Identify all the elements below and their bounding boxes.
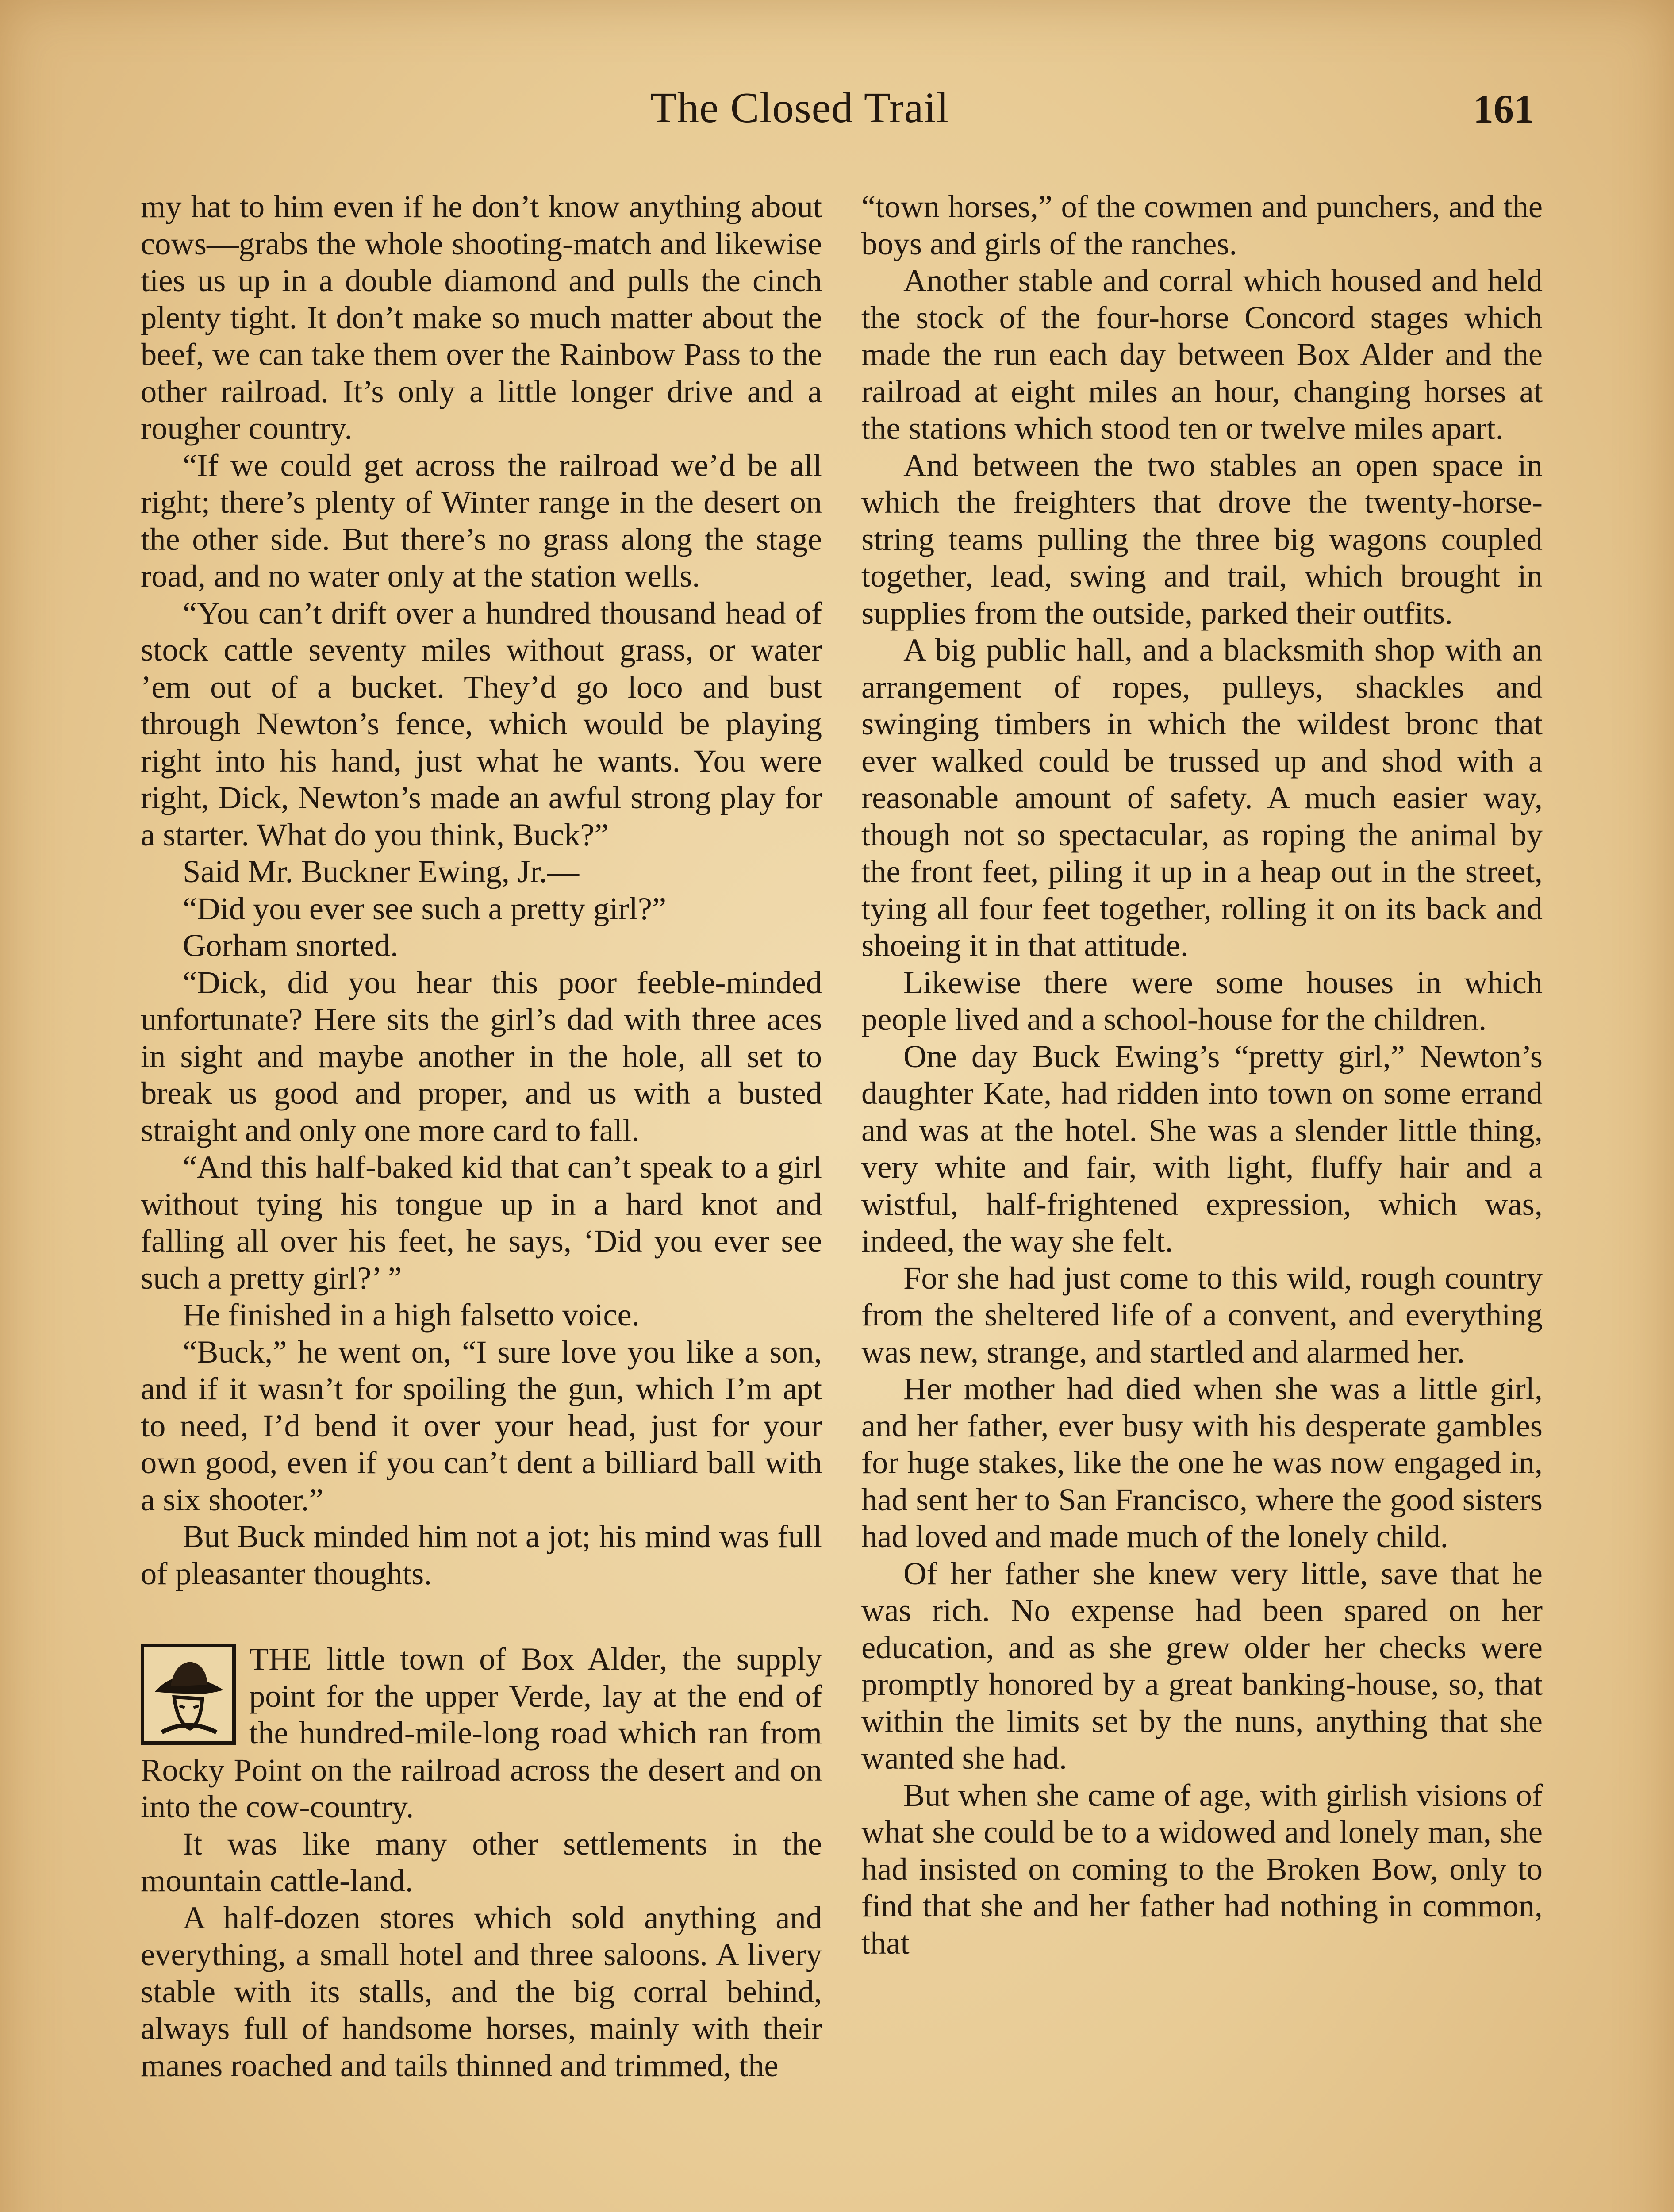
paragraph: “And this half-baked kid that can’t speak to a girl without tying his tongue up in a hard knot and falling all over his feet, he says, ‘Did you ever see such a pretty girl?’ ” xyxy=(141,1149,822,1296)
paragraph: Her mother had died when she was a little girl, and her father, ever busy with his desperate gambles for huge stakes, like the one he was now engaged in, had sent her to San Francisco, where the good sisters had loved and made much of the lonely child. xyxy=(861,1371,1543,1554)
paragraph: “Dick, did you hear this poor feeble-minded unfortunate? Here sits the girl’s dad with three aces in sight and maybe another in the hole, all set to break us good and proper, and us with a busted straight and only one more card to fall. xyxy=(141,964,822,1148)
paragraph: Another stable and corral which housed and held the stock of the four-horse Concord stages which made the run each day between Box Alder and the railroad at eight miles an hour, changing horses at the stations which stood ten or twelve miles apart. xyxy=(861,262,1543,446)
paragraph: “You can’t drift over a hundred thousand head of stock cattle seventy miles without grass, or water ’em out of a bucket. They’d go loco and bust through Newton’s fence, which would be playing right into his hand, just what he wants. You were right, Dick, Newton’s made an awful strong play for a starter. What do you think, Buck?” xyxy=(141,595,822,853)
section-break xyxy=(141,1592,822,1640)
paragraph: “Buck,” he went on, “I sure love you like a son, and if it wasn’t for spoiling the gun, which I’m apt to need, I’d bend it over your head, just for your own good, even if you can’t dent a billiard ball with a six shooter.” xyxy=(141,1333,822,1517)
opening-paragraph: THE little town of Box Alder, the supply point for the upper Verde, lay at the end of the hundred-mile-long road which ran from Rocky Point on the railroad across the desert and on into the cow-country. xyxy=(141,1641,822,1824)
paragraph: And between the two stables an open space in which the freighters that drove the twenty-horse-string teams pulling the three big wagons coupled together, lead, swing and trail, which brought in supplies from the outside, parked their outfits. xyxy=(861,447,1543,631)
paragraph: Of her father she knew very little, save that he was rich. No expense had been spared on her education, and as she grew older her checks were promptly honored by a great banking-house, so, that within the limits set by the nuns, anything that she wanted she had. xyxy=(861,1555,1543,1776)
right-column xyxy=(861,188,1543,1961)
paragraph: “If we could get across the railroad we’d be all right; there’s plenty of Winter range in the desert on the other side. But there’s no grass along the stage road, and no water only at the station wells. xyxy=(141,447,822,594)
dropcap-illustration xyxy=(141,1644,236,1745)
left-column xyxy=(141,188,822,2084)
paragraph: Gorham snorted. xyxy=(183,927,399,963)
paragraph: But Buck minded him not a jot; his mind was full of pleasanter thoughts. xyxy=(141,1518,822,1591)
paragraph: It was like many other settlements in the mountain cattle-land. xyxy=(141,1825,822,1898)
paragraph: Likewise there were some houses in which people lived and a school-house for the children. xyxy=(861,964,1543,1037)
paragraph: A half-dozen stores which sold anything and everything, a small hotel and three saloons. A livery stable with its stalls, and the big corral behind, always full of handsome horses, mainly with their manes roached and tails thinned and trimmed, the xyxy=(141,1899,822,2083)
paragraph: “Did you ever see such a pretty girl?” xyxy=(183,890,667,926)
paragraph: “town horses,” of the cowmen and punchers, and the boys and girls of the ranches. xyxy=(861,188,1543,261)
cowboy-hat-icon xyxy=(144,1647,232,1741)
paragraph: Said Mr. Buckner Ewing, Jr.— xyxy=(183,853,580,889)
page-number: 161 xyxy=(1473,86,1534,131)
running-title: The Closed Trail xyxy=(650,84,949,132)
paragraph: A big public hall, and a blacksmith shop with an arrangement of ropes, pulleys, shackles and swinging timbers in which the wildest bronc that ever walked could be trussed up and shod with a reasonable amount of safety. A much easier way, though not so spectacular, as roping the animal by the front feet, piling it up in a heap out in the street, tying all four feet together, rolling it on its back and shoeing it in that attitude. xyxy=(861,632,1543,963)
paragraph: my hat to him even if he don’t know anything about cows—grabs the whole shooting-match and likewise ties us up in a double diamond and pulls the cinch plenty tight. It don’t make so much matter about the beef, we can take them over the Rainbow Pass to the other railroad. It’s only a little longer drive and a rougher country. xyxy=(141,188,822,446)
paragraph: For she had just come to this wild, rough country from the sheltered life of a convent, and everything was new, strange, and startled and alarmed her. xyxy=(861,1260,1543,1370)
paragraph: But when she came of age, with girlish visions of what she could be to a widowed and lonely man, she had insisted on coming to the Broken Bow, only to find that she and her father had nothing in common, that xyxy=(861,1777,1543,1961)
paragraph: One day Buck Ewing’s “pretty girl,” Newton’s daughter Kate, had ridden into town on some errand and was at the hotel. She was a slender little thing, very white and fair, with light, fluffy hair and a wistful, half-frightened expression, which was, indeed, the way she felt. xyxy=(861,1038,1543,1259)
paragraph: He finished in a high falsetto voice. xyxy=(183,1297,640,1333)
